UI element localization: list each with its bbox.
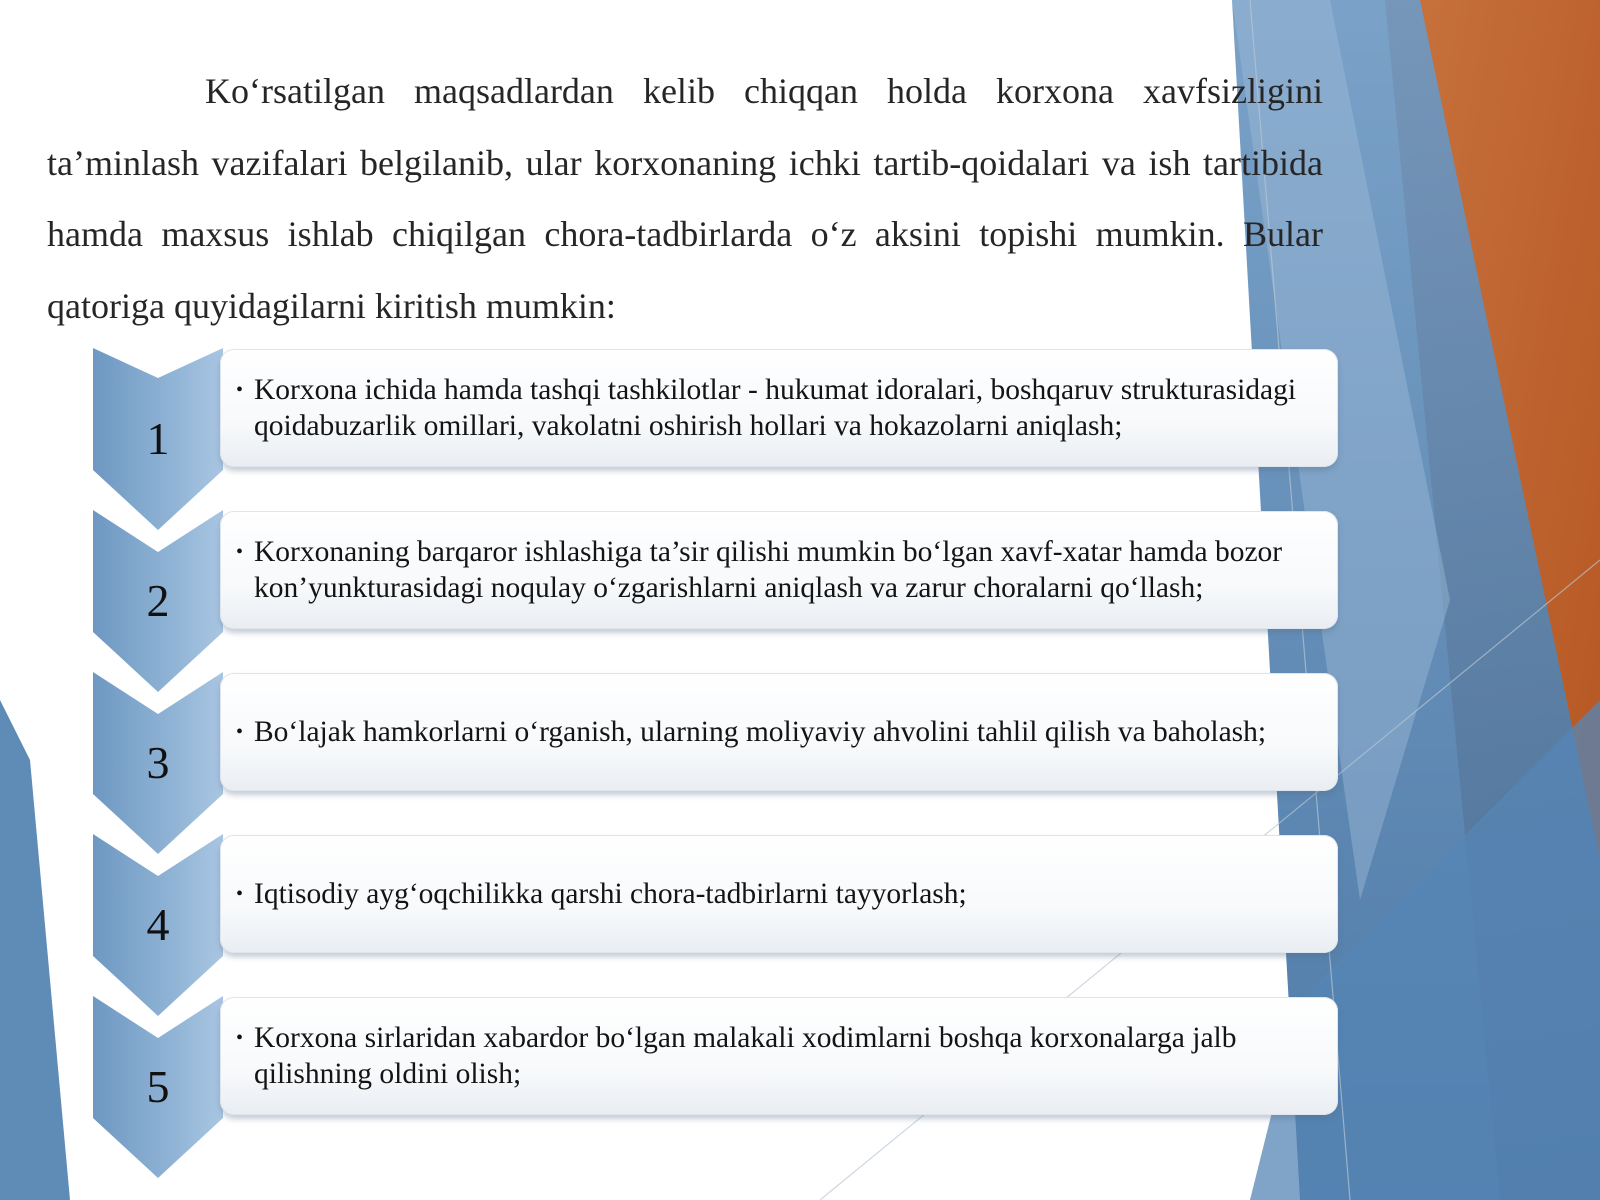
- step-number-4: 4: [146, 899, 170, 950]
- step-number-3: 3: [146, 737, 170, 788]
- bullet-2: •: [236, 541, 244, 563]
- step-text-4: Iqtisodiy ayg‘oqchilikka qarshi chora-tadbirlarni tayyorlash;: [254, 878, 967, 910]
- intro-paragraph: Ko‘rsatilgan maqsadlardan kelib chiqqan holda korxona xavfsizligini ta’minlash vazifalari belgilanib, ular korxonaning ichki tartib-qoidalari va ish tartibida hamda maxsus ishlab chiqilgan chora-tadbirlarda o‘z aksini topishi mumkin. Bular qatoriga quyidagilarni kiritish mumkin:: [47, 71, 1323, 326]
- bullet-4: •: [236, 883, 244, 905]
- step-card-5: [220, 997, 1338, 1115]
- step-card-1: [220, 349, 1338, 467]
- step-card-3: [220, 673, 1338, 791]
- decor-left-panel: [0, 700, 70, 1200]
- step-text-5: Korxona sirlaridan xabardor bo‘lgan malakali xodimlarni boshqa korxonalarga jalb qilishning oldini olish;: [254, 1022, 1237, 1090]
- step-text-3: Bo‘lajak hamkorlarni o‘rganish, ularning moliyaviy ahvolini tahlil qilish va baholash;: [254, 716, 1267, 748]
- step-card-2: [220, 511, 1338, 629]
- step-card-4: [220, 835, 1338, 953]
- step-text-1: Korxona ichida hamda tashqi tashkilotlar - hukumat idoralari, boshqaruv strukturasidagi qoidabuzarlik omillari, vakolatni oshirish hollari va hokazolarni aniqlash;: [254, 374, 1297, 442]
- bullet-3: •: [236, 721, 244, 743]
- bullet-5: •: [236, 1027, 244, 1049]
- step-number-2: 2: [146, 575, 170, 626]
- bullet-1: •: [236, 379, 244, 401]
- step-number-1: 1: [146, 413, 170, 464]
- step-text-2: Korxonaning barqaror ishlashiga ta’sir qilishi mumkin bo‘lgan xavf-xatar hamda bozor kon’yunkturasidagi noqulay o‘zgarishlarni aniqlash va zarur choralarni qo‘llash;: [254, 536, 1283, 604]
- step-number-5: 5: [146, 1061, 170, 1112]
